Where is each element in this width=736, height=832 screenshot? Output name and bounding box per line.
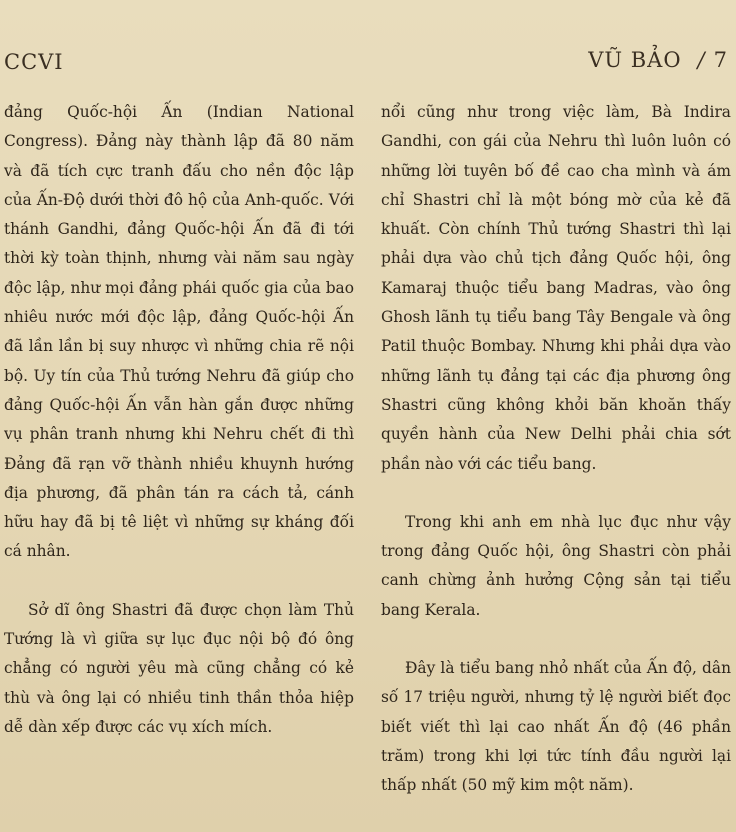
- page-number: 7: [713, 48, 728, 72]
- right-text-column: [381, 98, 731, 801]
- page-header: [0, 46, 736, 82]
- running-head-separator: /: [697, 48, 706, 72]
- right-paragraph-3: Đây là tiểu bang nhỏ nhất của Ấn độ, dân số 17 triệu người, nhưng tỷ lệ người biết đọc biết viết thì lại cao nhất Ấn độ (46 phần trăm) trong khi lợi tức tính đầu người lại thấp nhất (50 mỹ kim một năm).: [381, 659, 731, 795]
- left-paragraph-1: đảng Quốc-hội Ấn (Indian National Congress). Đảng này thành lập đã 80 năm và đã tích cực tranh đấu cho nền độc lập của Ấn-Độ dưới thời đô hộ của Anh-quốc. Với thánh Gandhi, đảng Quốc-hội Ấn đã đi tới thời kỳ toàn thịnh, nhưng vài năm sau ngày độc lập, như mọi đảng phái quốc gia của bao nhiêu nước mới độc lập, đảng Quốc-hội Ấn đã lần lần bị suy nhược vì những chia rẽ nội bộ. Uy tín của Thủ tướng Nehru đã giúp cho đảng Quốc-hội Ấn vẫn hàn gắn được những vụ phân tranh nhưng khi Nehru chết đi thì Đảng đã rạn vỡ thành nhiều khuynh hướng địa phương, đã phân tán ra cách tả, cánh hữu hay đã bị tê liệt vì những sự kháng đối cá nhân.: [4, 103, 354, 561]
- left-paragraph-2: Sở dĩ ông Shastri đã được chọn làm Thủ Tướng là vì giữa sự lục đục nội bộ đó ông chẳng có người yêu mà cũng chẳng có kẻ thù và ông lại có nhiều tinh thần thỏa hiệp dễ dàn xếp được các vụ xích mích.: [4, 600, 354, 736]
- right-paragraph-1: nổi cũng như trong việc làm, Bà Indira Gandhi, con gái của Nehru thì luôn luôn có những lời tuyên bố đề cao cha mình và ám chỉ Shastri chỉ là một bóng mờ của kẻ đã khuất. Còn chính Thủ tướng Shastri thì lại phải dựa vào chủ tịch đảng Quốc hội, ông Kamaraj thuộc tiểu bang Madras, vào ông Ghosh lãnh tụ tiểu bang Tây Bengale và ông Patil thuộc Bombay. Nhưng khi phải dựa vào những lãnh tụ đảng tại các địa phương ông Shastri cũng không khỏi băn khoăn thấy quyền hành của New Delhi phải chia sớt phần nào với các tiểu bang.: [381, 103, 731, 473]
- running-head-title: VŨ BẢO: [588, 48, 682, 72]
- roman-page-marker: CCVI: [4, 50, 64, 74]
- right-paragraph-2: Trong khi anh em nhà lục đục như vậy trong đảng Quốc hội, ông Shastri còn phải canh chừng ảnh hưởng Cộng sản tại tiểu bang Kerala.: [381, 512, 731, 619]
- running-head: [588, 48, 728, 72]
- left-text-column: [4, 98, 354, 742]
